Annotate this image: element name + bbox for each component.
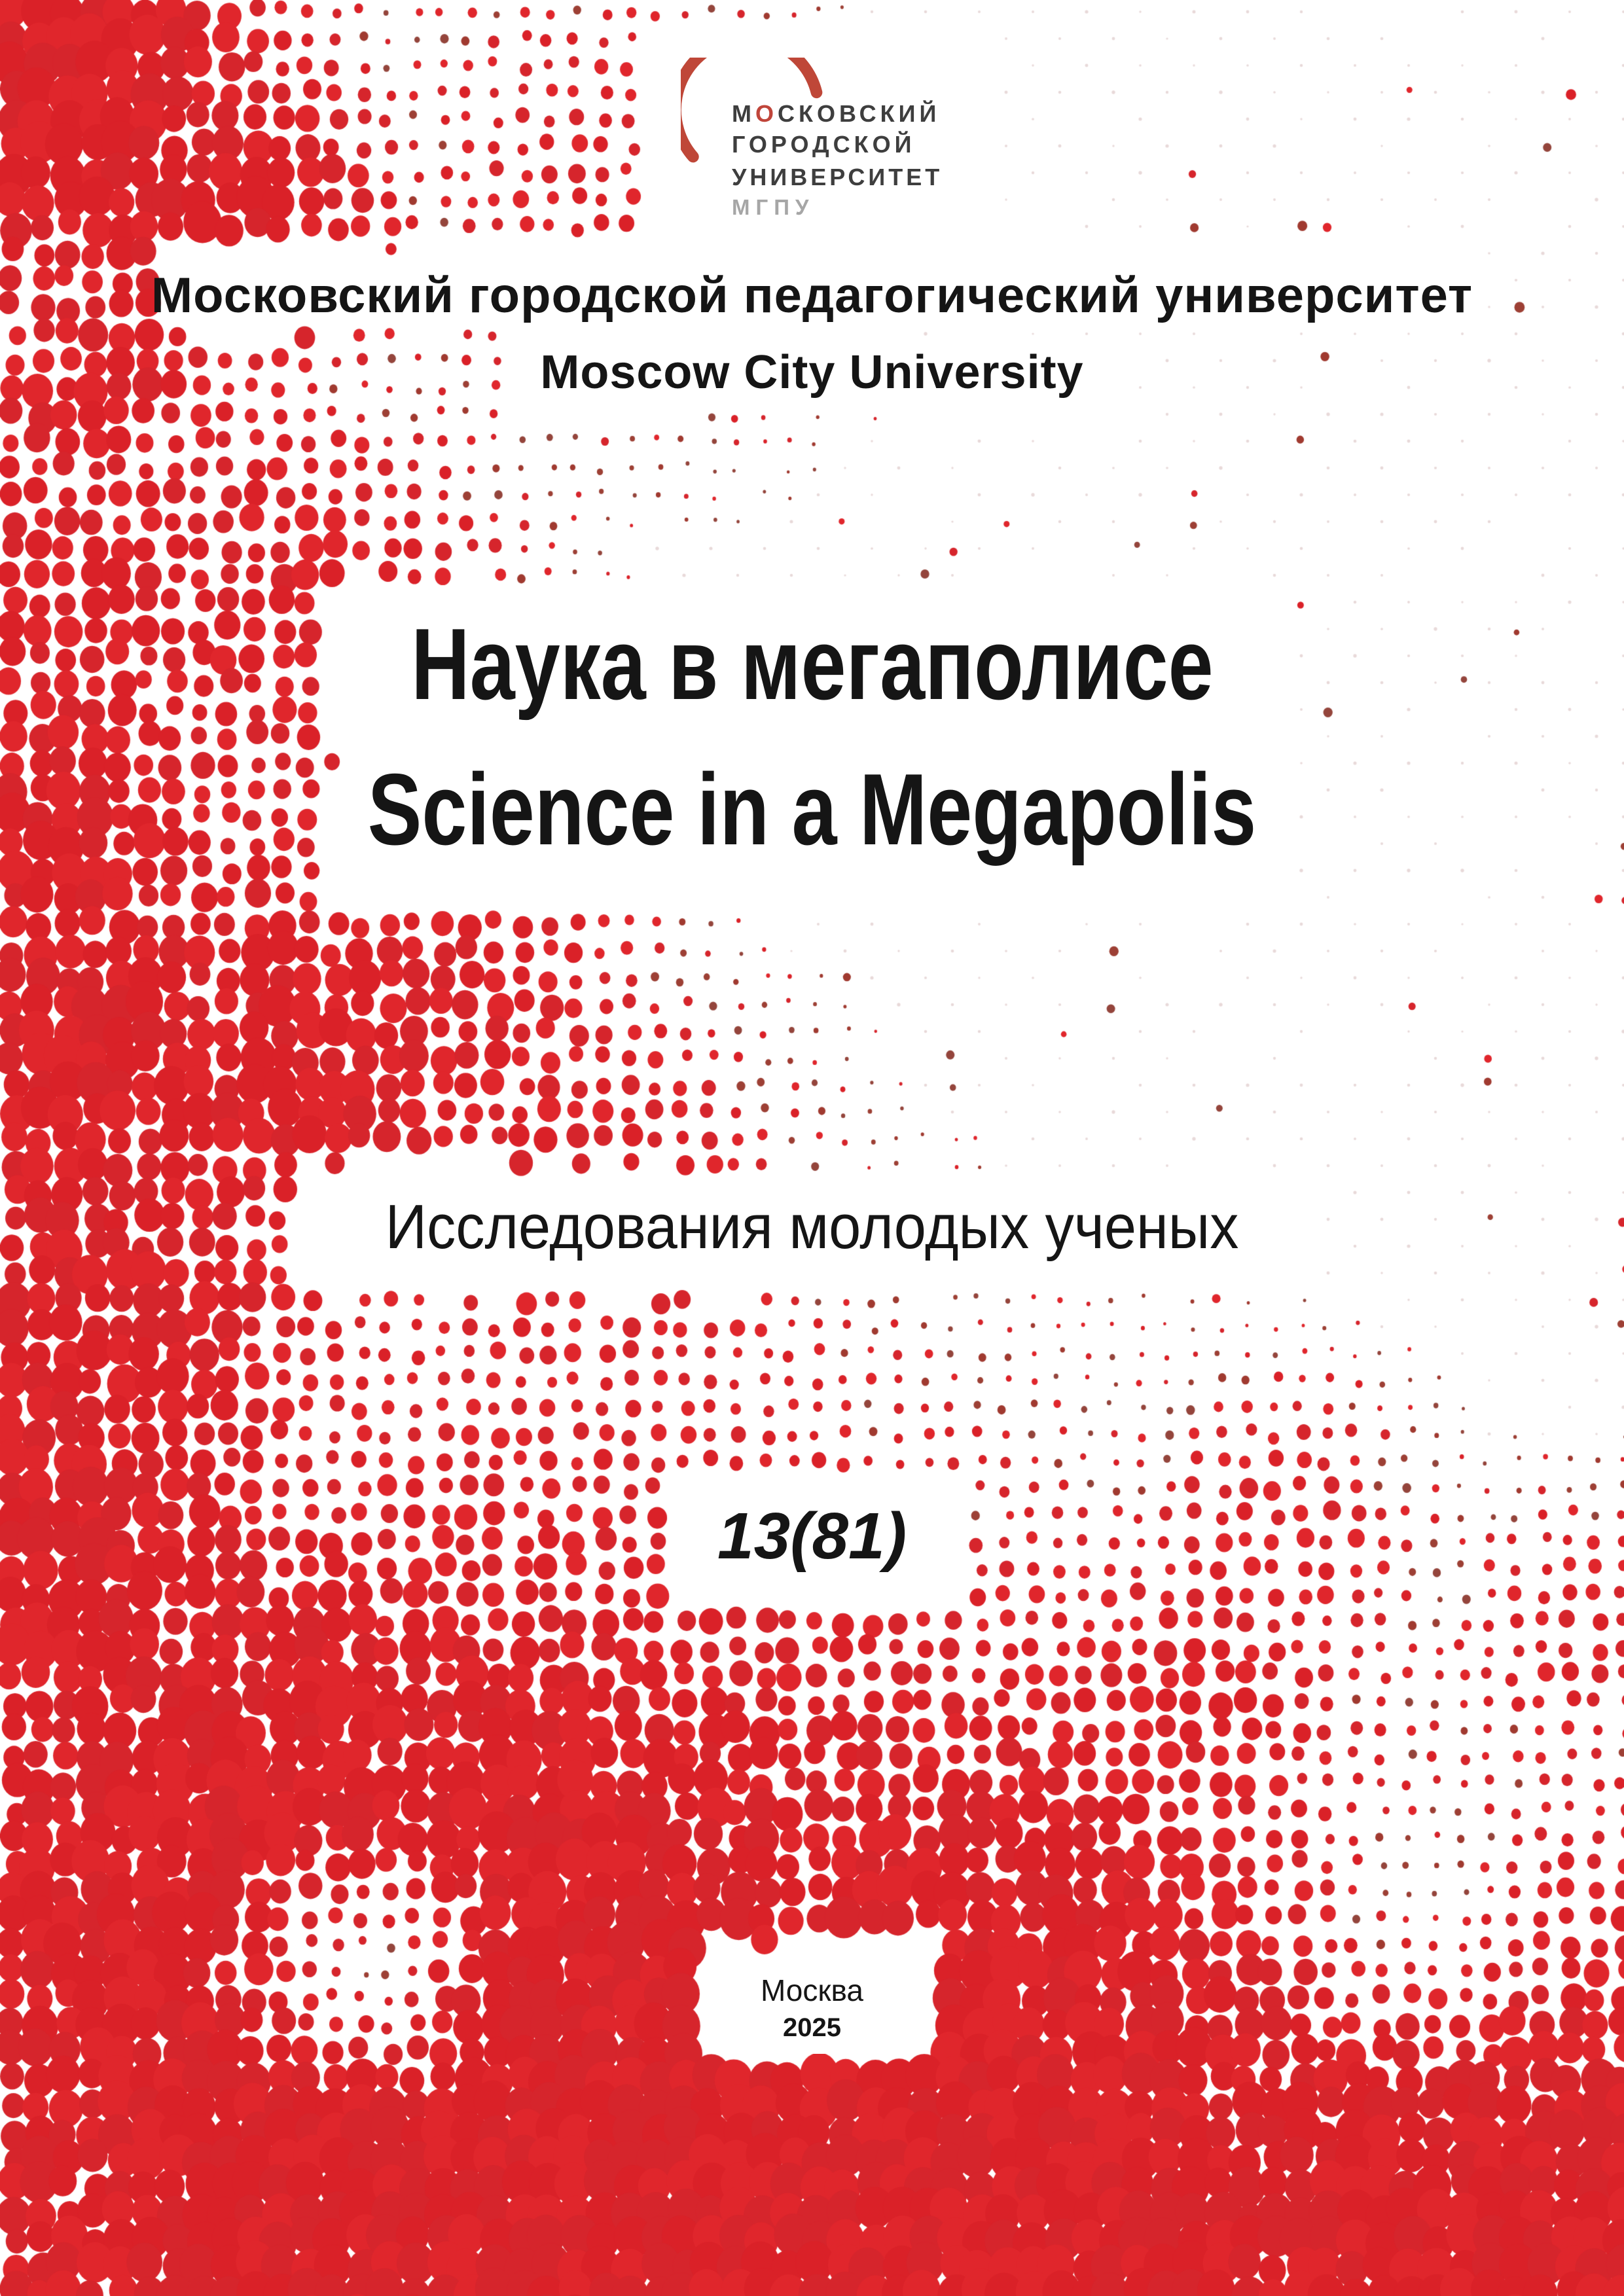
journal-title-ru: Наука в мегаполисе [410,607,1214,721]
imprint-year: 2025 [783,2013,841,2042]
university-name-ru: Московский городской педагогический университет [151,268,1473,323]
logo-red-o: О [755,100,778,127]
logo-word-gorodskoy: ГОРОДСКОЙ [732,131,916,158]
logo-acronym-mgpu: МГПУ [732,195,815,219]
journal-title-en: Science in a Megapolis [367,753,1257,866]
university-name-en: Moscow City University [540,346,1084,399]
journal-subtitle: Исследования молодых ученых [385,1192,1239,1262]
imprint-city: Москва [760,1973,864,2007]
issue-number: 13(81) [717,1499,907,1573]
logo-word-moskovsky: МОСКОВСКИЙ [732,100,941,127]
logo-word-universitet: УНИВЕРСИТЕТ [732,164,943,190]
